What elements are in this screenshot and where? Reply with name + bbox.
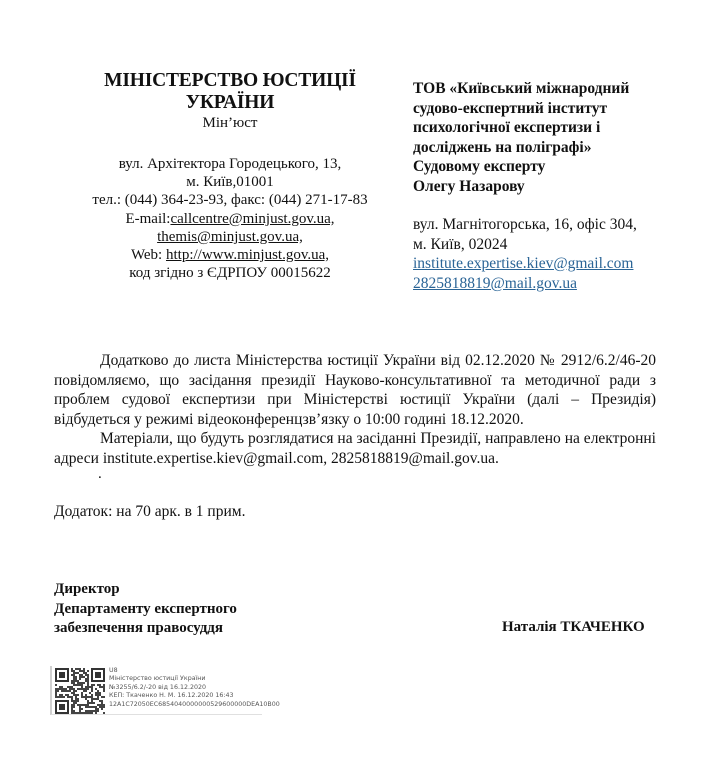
letter-body (54, 351, 656, 468)
sender-contacts (80, 155, 380, 282)
recipient-address (413, 215, 683, 293)
qr-code-icon (55, 668, 105, 714)
signature-position-line1: Директор (54, 581, 120, 597)
e-signature-stamp (50, 666, 280, 715)
stamp-line: Міністерство юстиції України (109, 675, 206, 683)
sender-edrpou: код згідно з ЄДРПОУ 00015622 (129, 265, 331, 282)
sender-title-line2: УКРАЇНИ (185, 92, 275, 113)
body-paragraph-1: Додатково до листа Міністерства юстиції України від 02.12.2020 № 2912/6.2/46-20 повідомляємо, що засідання президії Науково-консультативної та методичної ради з проблем судової експертизи при Міністерстві юстиції України (далі – Президія) відбудеться у режимі відеоконференцзв’язку о 10:00 годині 18.12.2020. (54, 352, 656, 428)
sender-short-name: Мін’юст (202, 115, 258, 131)
sender-email-link-1[interactable]: callcentre@minjust.gov.ua, (170, 210, 335, 227)
sender-title-line1: МІНІСТЕРСТВО ЮСТИЦІЇ (104, 70, 356, 91)
signer-name: Наталія ТКАЧЕНКО (502, 619, 645, 635)
sender-web-link[interactable]: http://www.minjust.gov.ua, (165, 247, 330, 264)
stamp-line: КЕП: Ткаченко Н. М. 16.12.2020 16:43 (109, 692, 234, 700)
body-paragraph-2: Матеріали, що будуть розглядатися на засіданні Президії, направлено на електронні адреси institute.expertise.kiev@gmail.com, 2825818819@mail.gov.ua. (54, 430, 656, 467)
sender-email-link-2[interactable]: themis@minjust.gov.ua, (157, 228, 303, 245)
stamp-line: 12A1C72050EC6854040000000529600000DEA10B00 (109, 700, 280, 708)
sender-email-row (80, 210, 380, 228)
recipient-name: Олегу Назарову (413, 177, 525, 195)
sender-web-label: Web: (130, 247, 166, 264)
signature-position-line2: Департаменту експертного (54, 600, 237, 617)
sender-address-line1: вул. Архітектора Городецького, 13, (118, 156, 342, 172)
signature-position-line3: забезпечення правосуддя (54, 620, 223, 636)
recipient-org-line: судово-експертний інститут (413, 99, 608, 117)
recipient-email-link-1[interactable]: institute.expertise.kiev@gmail.com (413, 255, 634, 272)
sender-email-row-2 (80, 228, 380, 246)
sender-web-row (80, 246, 380, 264)
sender-address-line2: м. Київ,01001 (186, 174, 274, 191)
attachment-note: Додаток: на 70 арк. в 1 прим. (54, 503, 246, 520)
recipient-email-link-2[interactable]: 2825818819@mail.gov.ua (413, 274, 577, 292)
stamp-line: U8 (109, 667, 118, 674)
recipient-address-line1: вул. Магнітогорська, 16, офіс 304, (413, 216, 637, 233)
recipient-org-line: психологічної експертизи і (413, 119, 601, 136)
stamp-line: №3255/6.2/-20 від 16.12.2020 (109, 683, 206, 691)
recipient-address-line2: м. Київ, 02024 (413, 235, 508, 253)
signature-position (54, 580, 237, 639)
sender-phone: тел.: (044) 364-23-93, факс: (044) 271-17-83 (92, 192, 368, 209)
stamp-text (109, 667, 280, 709)
stray-dot: . (98, 466, 102, 482)
recipient-org (413, 79, 683, 196)
recipient-block (413, 79, 683, 293)
sender-email-label: E-mail: (125, 210, 171, 227)
recipient-org-line: досліджень на поліграфі» (413, 138, 592, 156)
sender-block (80, 70, 380, 282)
recipient-org-line: ТОВ «Київський міжнародний (413, 80, 630, 97)
recipient-role: Судовому експерту (413, 158, 546, 175)
